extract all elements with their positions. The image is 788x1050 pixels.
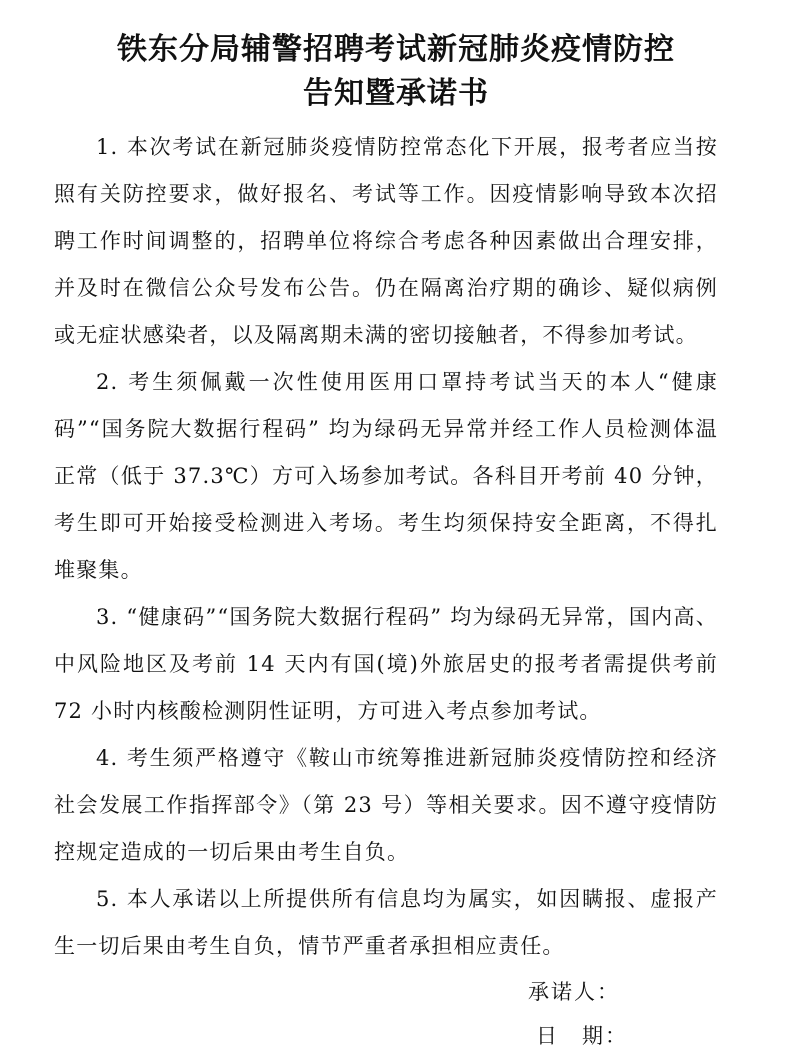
paragraph-3: 3. “健康码”“国务院大数据行程码” 均为绿码无异常，国内高、中风险地区及考前 14 天内有国(境)外旅居史的报考者需提供考前 72 小时内核酸检测阴性证明，方可进入考点参加考试。 xyxy=(54,605,718,723)
document-title-line2: 告知暨承诺书 xyxy=(303,76,489,111)
paragraph-2: 2. 考生须佩戴一次性使用医用口罩持考试当天的本人“健康码”“国务院大数据行程码” 均为绿码无异常并经工作人员检测体温正常（低于 37.3℃）方可入场参加考试。各科目开考前 40 分钟，考生即可开始接受检测进入考场。考生均须保持安全距离，不得扎堆聚集。 xyxy=(54,370,718,582)
paragraph-5: 5. 本人承诺以上所提供所有信息均为属实，如因瞒报、虚报产生一切后果由考生自负，情节严重者承担相应责任。 xyxy=(54,887,718,958)
paragraph-4: 4. 考生须严格遵守《鞍山市统筹推进新冠肺炎疫情防控和经济社会发展工作指挥部令》（第 23 号）等相关要求。因不遵守疫情防控规定造成的一切后果由考生自负。 xyxy=(54,746,718,864)
document-title-line1: 铁东分局辅警招聘考试新冠肺炎疫情防控 xyxy=(117,32,675,67)
signature-label: 承诺人： xyxy=(528,980,620,1004)
document-body xyxy=(54,124,718,970)
paragraph-1: 1. 本次考试在新冠肺炎疫情防控常态化下开展，报考者应当按照有关防控要求，做好报名、考试等工作。因疫情影响导致本次招聘工作时间调整的，招聘单位将综合考虑各种因素做出合理安排，并及时在微信公众号发布公告。仍在隔离治疗期的确诊、疑似病例或无症状感染者，以及隔离期未满的密切接触者，不得参加考试。 xyxy=(54,135,718,347)
date-label: 日 期： xyxy=(536,1024,628,1048)
